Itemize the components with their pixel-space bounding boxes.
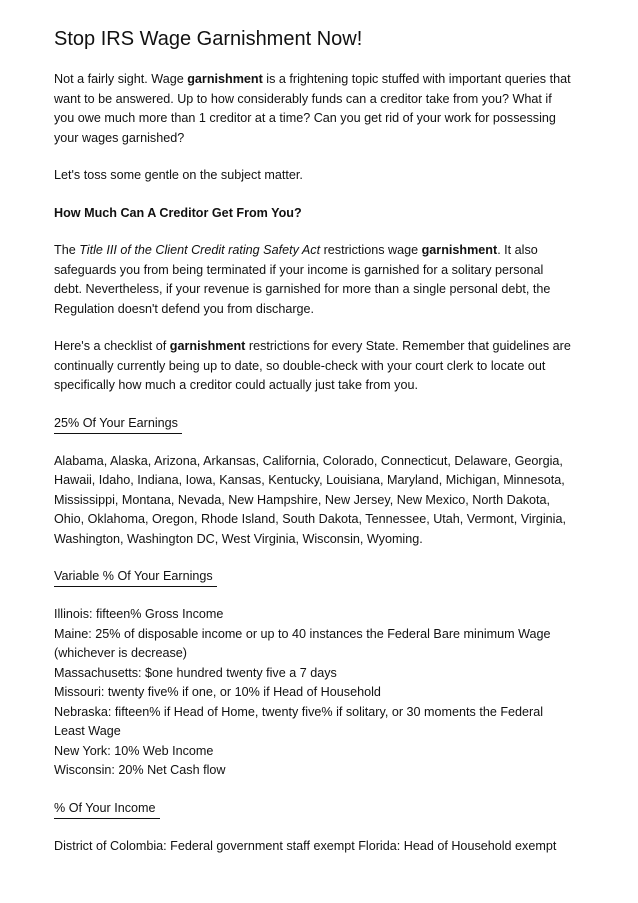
list-line: (whichever is decrease) [54, 646, 187, 660]
paragraph-line: your wages garnished? [54, 130, 185, 145]
income-states-list [54, 837, 594, 857]
underlined-heading: 25% Of Your Earnings [54, 415, 182, 434]
list-line: Alabama, Alaska, Arizona, Arkansas, California, Colorado, Connecticut, Delaware, Georgia, [54, 453, 563, 468]
list-line: Washington, Washington DC, West Virginia, Wisconsin, Wyoming. [54, 531, 423, 546]
paragraph-line: Here's a checklist of garnishment restrictions for every State. Remember that guidelines are [54, 339, 571, 353]
paragraph-line: Not a fairly sight. Wage garnishment is a frightening topic stuffed with important queries that [54, 72, 571, 86]
section-heading-variable [54, 567, 594, 587]
document-title: Stop IRS Wage Garnishment Now! [54, 28, 363, 50]
paragraph-line: want to be answered. Up to how considerably funds can a creditor take from you? What if [54, 91, 552, 106]
list-line: Hawaii, Idaho, Indiana, Iowa, Kansas, Kentucky, Louisiana, Maryland, Michigan, Minnesota, [54, 473, 565, 487]
list-line: Nebraska: fifteen% if Head of Home, twenty five% if solitary, or 30 moments the Federal [54, 704, 544, 719]
list-line: Massachusetts: $one hundred twenty five a 7 days [54, 665, 337, 680]
paragraph-line: specifically how much a creditor could actually just take from you. [54, 378, 418, 392]
intro-paragraph [54, 70, 594, 148]
states-25-percent-list [54, 452, 594, 550]
list-line: Ohio, Oklahoma, Oregon, Rhode Island, South Dakota, Tennessee, Utah, Vermont, Virginia, [54, 512, 566, 526]
paragraph-line: safeguards you from being terminated if your income is garnished for a solitary personal [54, 262, 544, 277]
paragraph-line: you owe much more than 1 creditor at a time? Can you get rid of your work for possessing [54, 111, 556, 125]
list-line: Wisconsin: 20% Net Cash flow [54, 763, 226, 777]
list-line: Least Wage [54, 724, 121, 738]
title-iii-paragraph [54, 241, 594, 319]
list-line: Missouri: twenty five% if one, or 10% if Head of Household [54, 685, 381, 699]
paragraph-line: debt. Nevertheless, if your revenue is garnished for more than a single personal debt, the [54, 282, 551, 296]
list-line: Mississippi, Montana, Nevada, New Hampshire, New Jersey, New Mexico, North Dakota, [54, 492, 550, 507]
bold-keyword: garnishment [187, 72, 263, 86]
list-line: District of Colombia: Federal government staff exempt Florida: Head of Household exempt [54, 838, 557, 853]
list-line: New York: 10% Web Income [54, 743, 214, 758]
italic-act-name: Title III of the Client Credit rating Safety Act [79, 243, 321, 257]
variable-states-list [54, 605, 594, 781]
underlined-heading: % Of Your Income [54, 800, 160, 819]
list-line: Illinois: fifteen% Gross Income [54, 607, 224, 621]
checklist-paragraph [54, 337, 594, 396]
bold-keyword: garnishment [169, 339, 246, 353]
section-heading-creditor: How Much Can A Creditor Get From You? [54, 205, 302, 220]
paragraph-line: Regulation doesn't defend you from discharge. [54, 301, 315, 316]
toss-paragraph: Let's toss some gentle on the subject matter. [54, 168, 303, 182]
bold-keyword: garnishment [421, 243, 498, 257]
paragraph-line: continually currently being up to date, so double-check with your court clerk to locate out [54, 358, 546, 373]
section-heading-income [54, 799, 594, 819]
underlined-heading: Variable % Of Your Earnings [54, 568, 217, 587]
variable-states-lines [54, 605, 594, 781]
document-page [54, 26, 594, 874]
list-line: Maine: 25% of disposable income or up to 40 instances the Federal Bare minimum Wage [54, 626, 551, 641]
paragraph-line: The Title III of the Client Credit rating Safety Act restrictions wage garnishment. It also [54, 243, 538, 257]
section-heading-25-percent [54, 414, 594, 434]
